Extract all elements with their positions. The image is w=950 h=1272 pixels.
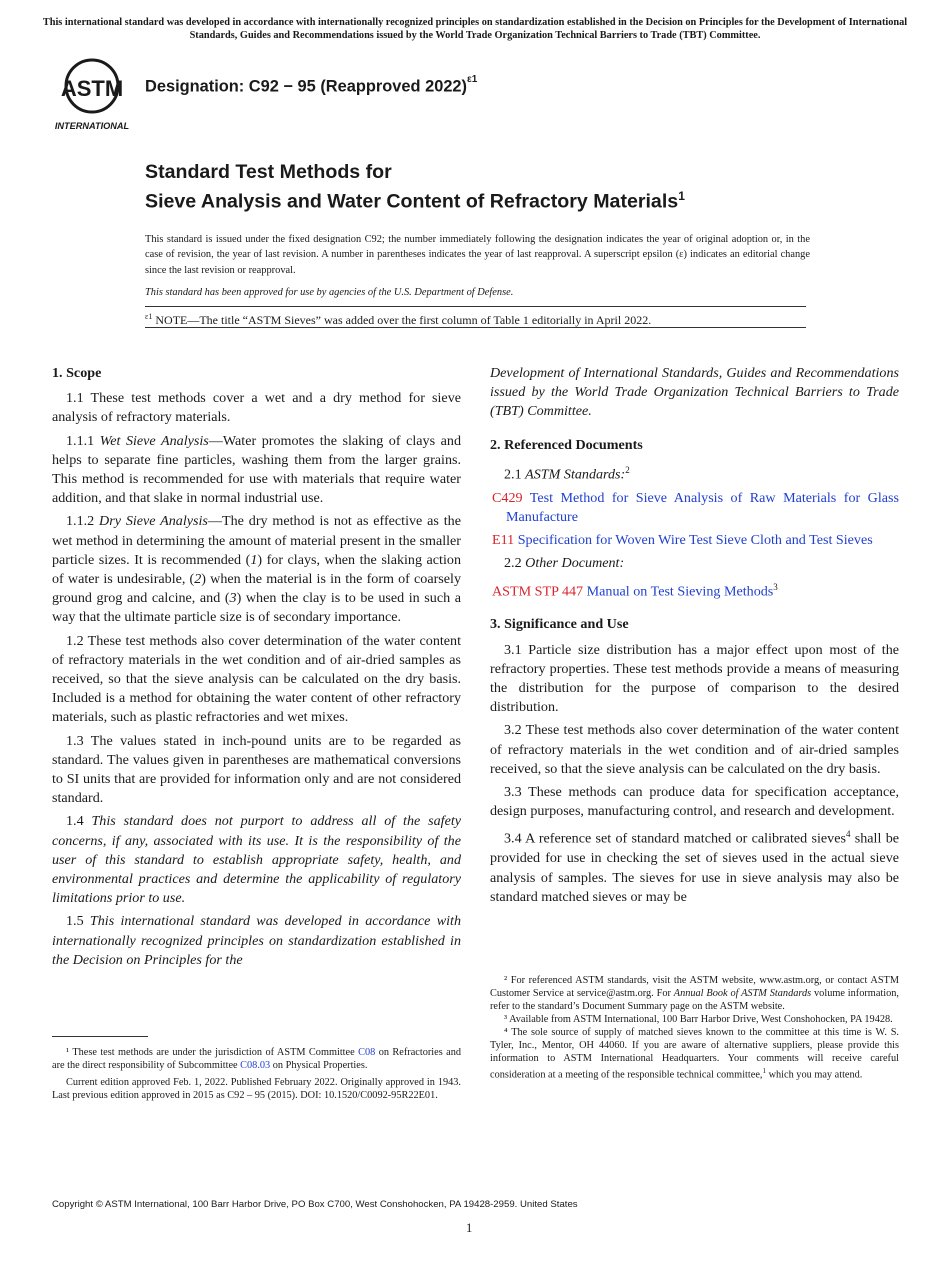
logo-text: ASTM [60,76,124,101]
divider [145,327,806,328]
paragraph-1-1: 1.1 These test methods cover a wet and a dry method for sieve analysis of refractory materials. [52,390,461,426]
footnote-1: ¹ These test methods are under the jurisdiction of ASTM Committee C08 on Refractories and are the direct responsibility of Subcommittee C08.03 on Physical Properties. [52,1047,461,1071]
top-notice: This international standard was developed in accordance with internationally recognized principles on standardization established in the Decision on Principles for the Development of International Standards, Guides and Recommendations issued by the World Trade Organization Technical Barriers to Trade (TBT) Committee. [42,17,908,41]
committee-link[interactable]: C08 [358,1047,376,1058]
section-heading-significance: 3. Significance and Use [490,616,629,633]
left-column [52,364,461,974]
footnote-rule [52,1036,148,1037]
astm-logo [52,56,136,132]
logo-subtext: INTERNATIONAL [54,121,130,131]
document-title [145,160,685,214]
paragraph-2-1: 2.1 ASTM Standards:$^2$ [504,464,630,483]
designation: Designation: C92 − 95 (Reapproved 2022)$^{\varepsilon 1}$ [145,74,478,96]
section-heading-scope: 1. Scope [52,365,102,381]
paragraph-2-2: 2.2 Other Document: [504,555,625,572]
paragraph-3-2: 3.2 These test methods also cover determination of the water content of refractory materials in the wet condition and of air-dried samples received, so that the sieve analysis can be calculated on the dry basis. [490,722,899,777]
footnote-edition: Current edition approved Feb. 1, 2022. Published February 2022. Originally approved in 1943. Last previous edition approved in 2015 as C92 – 95 (2015). DOI: 10.1520/C0092-95R22E01. [52,1077,461,1101]
paragraph-1-2: 1.2 These test methods also cover determination of the water content of refractory materials in the wet condition and of air-dried samples as received, so that the sieve analysis can be calculated on the dry basis. Included is a method for obtaining the water content of other refractory materials, such as plastic refractories and wet mixes. [52,632,461,726]
subcommittee-link[interactable]: C08.03 [240,1060,271,1071]
footnote-3: ³ Available from ASTM International, 100 Barr Harbor Drive, West Conshohocken, PA 19428. [504,1014,893,1025]
footnote-4: ⁴ The sole source of supply of matched sieves known to the committee at this time is W. S. Tyler, Inc., Mentor, OH 44060. If you are aware of alternative suppliers, please provide this information to ASTM International Headquarters. Your comments will receive careful consideration at a meeting of the responsible technical committee,$^1$ which you may attend. [490,1027,899,1081]
reference-e11[interactable]: E11 Specification for Woven Wire Test Sieve Cloth and Test Sieves [492,532,873,549]
section-heading-referenced-documents: 2. Referenced Documents [490,436,643,453]
paragraph-3-3: 3.3 These methods can produce data for specification acceptance, design purposes, manufacturing control, and research and development. [490,784,899,820]
reference-c429[interactable]: C429 Test Method for Sieve Analysis of Raw Materials for Glass Manufacture [492,489,899,525]
divider [145,306,806,307]
reference-stp447[interactable]: ASTM STP 447 Manual on Test Sieving Methods$^3$ [492,581,778,600]
title-line-1: Standard Test Methods for [145,161,392,183]
issued-statement: This standard is issued under the fixed designation C92; the number immediately following the designation indicates the year of original adoption or, in the case of revision, the year of last revision. A number in parentheses indicates the year of last reapproval. A superscript epsilon (ε) indicates an editorial change since the last revision or reapproval. [145,234,810,276]
paragraph-3-4: 3.4 A reference set of standard matched or calibrated sieves$^4$ shall be provided for use in checking the set of sieves used in the actual sieve analysis of samples. The sieves for use in sieve analysis may also be standard matched sieves or may be [490,829,899,905]
page-number: 1 [466,1221,473,1235]
paragraph-1-3: 1.3 The values stated in inch-pound units are to be regarded as standard. The values given in parentheses are mathematical conversions to SI units that are provided for information only and are not considered standard. [52,732,461,807]
paragraph-3-1: 3.1 Particle size distribution has a major effect upon most of the refractory properties. These test methods provide a means of measuring the distribution for the purpose of comparison to the desired distribution. [490,641,899,716]
paragraph-1-5-continued: Development of International Standards, Guides and Recommendations issued by the World Trade Organization Technical Barriers to Trade (TBT) Committee. [490,365,899,420]
paragraph-1-4: 1.4 This standard does not purport to address all of the safety concerns, if any, associated with its use. It is the responsibility of the user of this standard to establish appropriate safety, health, and environmental practices and determine the applicability of regulatory limitations prior to use. [52,813,461,907]
paragraph-1-1-2: 1.1.2 Dry Sieve Analysis—The dry method is not as effective as the wet method in determining the amount of material present in the smaller particle sizes. It is recommended (1) for clays, when the slaking action of water is undesirable, (2) when the material is in the form of coarsely ground grog and calcine, and (3) when the clay is to be used in such a way that the ultimate particle size is of secondary importance. [52,513,461,626]
paragraph-1-5: 1.5 This international standard was developed in accordance with internationally recognized principles on standardization established in the Decision on Principles for the [52,913,461,968]
editorial-note: $^{\varepsilon 1}$ NOTE—The title “ASTM Sieves” was added over the first column of Table 1 editorially in April 2022. [145,312,652,327]
paragraph-1-1-1: 1.1.1 Wet Sieve Analysis—Water promotes the slaking of clays and helps to separate fine particles, washing them from the larger grains. This method is recommended for use with materials that require water addition, and that slake in normal industrial use. [52,432,461,507]
approved-statement: This standard has been approved for use by agencies of the U.S. Department of Defense. [145,287,514,298]
designation-superscript: ε1 [467,74,478,85]
title-line-2: Sieve Analysis and Water Content of Refractory Materials$^1$ [145,189,685,213]
footnotes-right [490,974,899,1081]
copyright-footer: Copyright © ASTM International, 100 Barr Harbor Drive, PO Box C700, West Conshohocken, PA 19428-2959. United States [52,1199,578,1210]
right-column [490,364,899,911]
footnotes-left [52,1046,461,1102]
footnote-2: ² For referenced ASTM standards, visit the ASTM website, www.astm.org, or contact ASTM Customer Service at service@astm.org. For Annual Book of ASTM Standards volume information, refer to the standard’s Document Summary page on the ASTM website. [490,975,899,1012]
